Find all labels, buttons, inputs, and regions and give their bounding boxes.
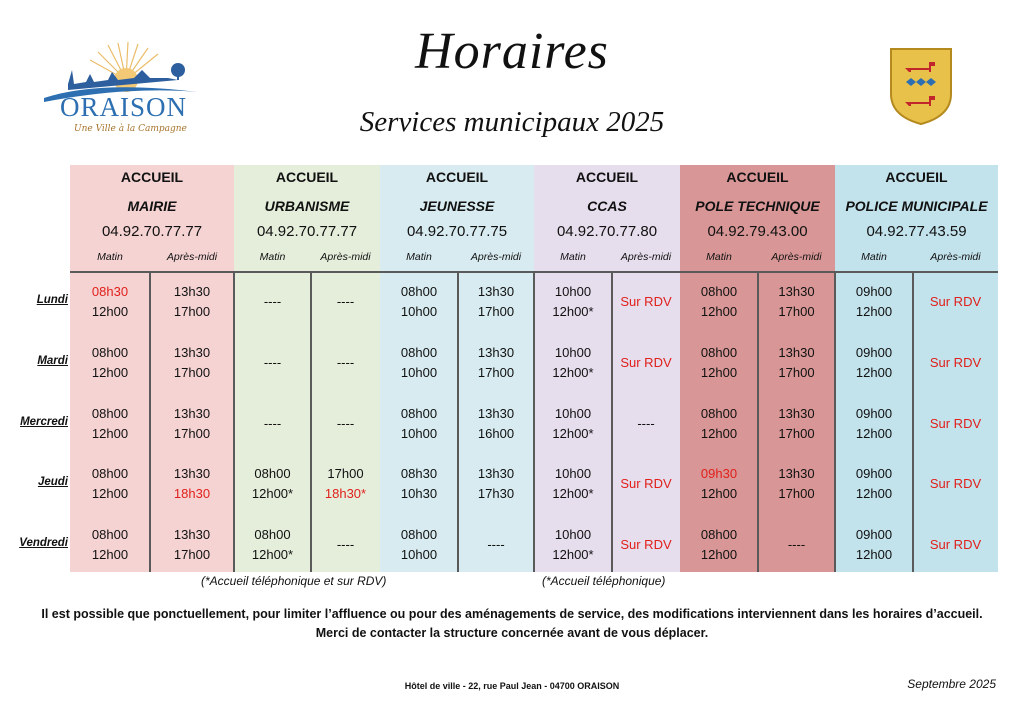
schedule-time: 18h30	[173, 486, 211, 501]
schedule-time: 12h00	[855, 486, 893, 501]
schedule-time: 08h00	[700, 406, 738, 421]
schedule-time: ----	[336, 355, 355, 370]
schedule-cell	[680, 464, 758, 504]
schedule-time: Sur RDV	[929, 416, 982, 431]
page-title: Horaires	[415, 23, 609, 80]
schedule-time: 17h00	[173, 547, 211, 562]
schedule-cell	[380, 343, 458, 383]
schedule-time: 13h30	[173, 466, 211, 481]
schedule-cell	[835, 343, 913, 383]
schedule-time: 08h00	[400, 527, 438, 542]
schedule-time: 12h00*	[552, 365, 594, 380]
schedule-time: 09h00	[855, 406, 893, 421]
schedule-cell	[758, 343, 835, 383]
schedule-cell	[380, 525, 458, 565]
schedule-cell	[534, 404, 612, 444]
schedule-time: 17h30	[477, 486, 515, 501]
schedule-time: 08h00	[254, 527, 291, 542]
day-label: Vendredi	[19, 537, 68, 549]
day-label: Lundi	[36, 294, 68, 306]
schedule-time: Sur RDV	[620, 355, 672, 370]
municipal-crest-icon	[888, 46, 954, 126]
schedule-time: 12h00*	[552, 426, 594, 441]
schedule-time: 08h00	[91, 406, 129, 421]
schedule-cell	[234, 414, 311, 434]
schedule-time: ----	[263, 416, 282, 431]
schedule-cell	[234, 353, 311, 373]
schedule-time: 08h00	[700, 527, 738, 542]
schedule-cell	[311, 535, 380, 555]
schedule-time: Sur RDV	[620, 537, 672, 552]
morning-label-police-municipale: Matin	[861, 251, 887, 263]
schedule-time: 09h00	[855, 345, 893, 360]
service-name-jeunesse: JEUNESSE	[419, 198, 495, 214]
schedule-cell	[680, 525, 758, 565]
schedule-time: 12h00*	[552, 486, 594, 501]
schedule-time: ----	[263, 294, 282, 309]
schedule-cell	[835, 525, 913, 565]
schedule-cell	[70, 282, 150, 322]
schedule-time: 12h00	[700, 365, 738, 380]
schedule-cell	[380, 464, 458, 504]
schedule-time: ----	[336, 294, 355, 309]
schedule-time: 10h00	[554, 284, 592, 299]
schedule-cell	[380, 404, 458, 444]
address: Hôtel de ville - 22, rue Paul Jean - 04700 ORAISON	[404, 681, 620, 691]
schedule-time: 12h00	[700, 304, 738, 319]
schedule-time: 12h00*	[251, 486, 294, 501]
schedule-time: 13h30	[477, 406, 515, 421]
schedule-time: 17h00	[173, 426, 211, 441]
schedule-time: 08h30	[400, 466, 438, 481]
page-subtitle: Services municipaux 2025	[359, 106, 665, 138]
schedule-cell	[913, 353, 998, 373]
schedule-time: 13h30	[477, 284, 515, 299]
schedule-time: 10h00	[554, 406, 592, 421]
schedule-cell	[458, 404, 534, 444]
schedule-cell	[234, 292, 311, 312]
schedule-time: 08h00	[400, 284, 438, 299]
accueil-label-urbanisme: ACCUEIL	[275, 169, 339, 185]
schedule-cell	[612, 292, 680, 312]
service-name-police-municipale: POLICE MUNICIPALE	[845, 198, 988, 214]
schedule-cell	[534, 464, 612, 504]
schedule-time: 08h00	[91, 345, 129, 360]
schedule-time: 10h00	[554, 345, 592, 360]
schedule-time: 12h00	[700, 547, 738, 562]
schedule-cell	[458, 535, 534, 555]
schedule-cell	[150, 464, 234, 504]
morning-label-pole-technique: Matin	[706, 251, 732, 263]
schedule-cell	[150, 525, 234, 565]
schedule-time: ----	[263, 355, 282, 370]
morning-label-ccas: Matin	[560, 251, 586, 263]
schedule-time: 17h00	[477, 304, 515, 319]
schedule-time: 13h30	[173, 345, 211, 360]
service-phone-urbanisme: 04.92.70.77.77	[256, 223, 358, 240]
schedule-time: Sur RDV	[929, 355, 982, 370]
schedule-time: 10h00	[400, 365, 438, 380]
service-phone-ccas: 04.92.70.77.80	[556, 223, 658, 240]
schedule-time: 12h00	[855, 547, 893, 562]
accueil-label-police-municipale: ACCUEIL	[885, 169, 948, 185]
schedule-time: 12h00	[91, 304, 129, 319]
schedule-time: 08h00	[400, 406, 438, 421]
schedule-time: 12h00	[91, 426, 129, 441]
schedule-cell	[835, 282, 913, 322]
schedule-time: 08h00	[254, 466, 291, 481]
afternoon-label-urbanisme: Après-midi	[320, 251, 371, 263]
service-phone-mairie: 04.92.70.77.77	[101, 223, 203, 240]
schedule-cell	[311, 353, 380, 373]
schedule-time: 13h30	[778, 345, 815, 360]
notice-line-1: Il est possible que ponctuellement, pour limiter l’affluence ou pour des aménagements de service, des modifications interviennent dans les horaires d’accueil.	[41, 607, 983, 621]
afternoon-label-police-municipale: Après-midi	[930, 251, 981, 263]
schedule-cell	[534, 525, 612, 565]
schedule-time: 09h00	[855, 527, 893, 542]
schedule-cell	[150, 282, 234, 322]
schedule-time: 08h00	[400, 345, 438, 360]
day-label: Mardi	[37, 355, 68, 367]
schedule-time: ----	[336, 537, 355, 552]
afternoon-label-ccas: Après-midi	[620, 251, 672, 263]
schedule-time: 17h00	[778, 365, 815, 380]
schedule-time: Sur RDV	[929, 294, 982, 309]
schedule-time: 17h00	[778, 304, 815, 319]
schedule-time: 17h00	[173, 365, 211, 380]
schedule-cell	[835, 404, 913, 444]
service-name-pole-technique: POLE TECHNIQUE	[695, 198, 820, 214]
morning-label-mairie: Matin	[97, 251, 123, 263]
schedule-cell	[612, 414, 680, 434]
schedule-time: 13h30	[173, 406, 211, 421]
schedule-time: 12h00	[855, 365, 893, 380]
service-name-urbanisme: URBANISME	[264, 198, 350, 214]
schedule-cell	[612, 353, 680, 373]
note-urbanisme: (*Accueil téléphonique et sur RDV)	[201, 574, 387, 588]
day-label: Jeudi	[37, 476, 68, 488]
schedule-cell	[680, 282, 758, 322]
schedule-cell	[234, 525, 311, 565]
schedule-time: Sur RDV	[620, 294, 672, 309]
schedule-cell	[311, 464, 380, 504]
schedule-time: 12h00	[91, 365, 129, 380]
schedule-time: 17h00	[173, 304, 211, 319]
schedule-cell	[758, 535, 835, 555]
schedule-time: 12h00	[700, 426, 738, 441]
schedule-time: 09h00	[855, 284, 893, 299]
schedule-time: 17h00	[477, 365, 515, 380]
schedule-cell	[758, 464, 835, 504]
schedule-time: 13h30	[477, 466, 515, 481]
schedule-time: 12h00	[91, 486, 129, 501]
schedule-cell	[534, 282, 612, 322]
schedule-cell	[612, 535, 680, 555]
schedule-cell	[458, 282, 534, 322]
afternoon-label-mairie: Après-midi	[166, 251, 218, 263]
schedule-time: 10h00	[400, 547, 438, 562]
schedule-time: ----	[787, 537, 806, 552]
logo-name: ORAISON	[60, 92, 188, 122]
schedule-cell	[758, 404, 835, 444]
schedule-cell	[913, 535, 998, 555]
schedule-time: 13h30	[778, 284, 815, 299]
schedule-time: 10h30	[400, 486, 438, 501]
schedule-cell	[835, 464, 913, 504]
schedule-time: 12h00	[700, 486, 738, 501]
schedule-cell	[758, 282, 835, 322]
service-phone-pole-technique: 04.92.79.43.00	[707, 223, 808, 240]
schedule-time: 12h00	[855, 426, 893, 441]
schedule-cell	[458, 343, 534, 383]
schedule-cell	[150, 343, 234, 383]
schedule-cell	[311, 292, 380, 312]
schedule-time: 18h30*	[324, 486, 367, 501]
schedule-cell	[150, 404, 234, 444]
accueil-label-mairie: ACCUEIL	[120, 169, 184, 185]
schedule-time: 17h00	[327, 466, 364, 481]
schedule-time: 13h30	[173, 284, 211, 299]
schedule-cell	[70, 404, 150, 444]
schedule-time: ----	[487, 537, 505, 552]
schedule-cell	[534, 343, 612, 383]
schedule-time: Sur RDV	[929, 537, 982, 552]
note-ccas: (*Accueil téléphonique)	[542, 574, 666, 588]
schedule-time: 12h00*	[552, 304, 594, 319]
schedule-time: 08h00	[700, 284, 738, 299]
schedule-time: 08h00	[91, 466, 129, 481]
schedule-time: 13h30	[477, 345, 515, 360]
schedule-cell	[612, 474, 680, 494]
schedule-time: 12h00	[855, 304, 893, 319]
schedule-time: 09h00	[855, 466, 893, 481]
schedule-time: 08h00	[700, 345, 738, 360]
schedule-time: Sur RDV	[620, 476, 672, 491]
service-phone-police-municipale: 04.92.77.43.59	[866, 223, 967, 240]
schedule-time: 16h00	[477, 426, 515, 441]
schedule-time: 12h00*	[251, 547, 294, 562]
schedule-time: 17h00	[778, 426, 815, 441]
schedule-cell	[913, 292, 998, 312]
schedule-cell	[70, 343, 150, 383]
schedule-time: 10h00	[554, 527, 592, 542]
schedule-time: ----	[336, 416, 355, 431]
schedule-time: Sur RDV	[929, 476, 982, 491]
schedule-time: 13h30	[778, 466, 815, 481]
schedule-cell	[234, 464, 311, 504]
schedule-time: 08h30	[91, 284, 129, 299]
schedule-cell	[70, 525, 150, 565]
schedule-time: 12h00	[91, 547, 129, 562]
service-name-ccas: CCAS	[587, 198, 627, 214]
schedule-cell	[70, 464, 150, 504]
document-date: Septembre 2025	[907, 677, 996, 691]
accueil-label-jeunesse: ACCUEIL	[425, 169, 489, 185]
schedule-time: 08h00	[91, 527, 129, 542]
schedule-time: 17h00	[778, 486, 815, 501]
day-label: Mercredi	[20, 416, 68, 428]
schedule-cell	[680, 404, 758, 444]
logo-tagline: Une Ville à la Campagne	[74, 124, 187, 134]
schedule-cell	[311, 414, 380, 434]
service-phone-jeunesse: 04.92.70.77.75	[406, 223, 508, 240]
schedule-cell	[913, 414, 998, 434]
schedule-cell	[913, 474, 998, 494]
schedule-time: 10h00	[400, 426, 438, 441]
schedule-time: 13h30	[778, 406, 815, 421]
schedule-time: ----	[637, 416, 655, 431]
accueil-label-pole-technique: ACCUEIL	[726, 169, 789, 185]
schedule-cell	[380, 282, 458, 322]
schedule-time: 12h00*	[552, 547, 594, 562]
schedule-time: 13h30	[173, 527, 211, 542]
notice-line-2: Merci de contacter la structure concernée avant de vous déplacer.	[315, 626, 709, 640]
afternoon-label-jeunesse: Après-midi	[470, 251, 522, 263]
schedule-cell	[680, 343, 758, 383]
morning-label-jeunesse: Matin	[406, 251, 432, 263]
afternoon-label-pole-technique: Après-midi	[771, 251, 822, 263]
schedule-time: 10h00	[554, 466, 592, 481]
morning-label-urbanisme: Matin	[259, 251, 286, 263]
schedule-cell	[458, 464, 534, 504]
accueil-label-ccas: ACCUEIL	[575, 169, 639, 185]
schedule-time: 10h00	[400, 304, 438, 319]
service-name-mairie: MAIRIE	[127, 198, 177, 214]
schedule-time: 09h30	[700, 466, 738, 481]
